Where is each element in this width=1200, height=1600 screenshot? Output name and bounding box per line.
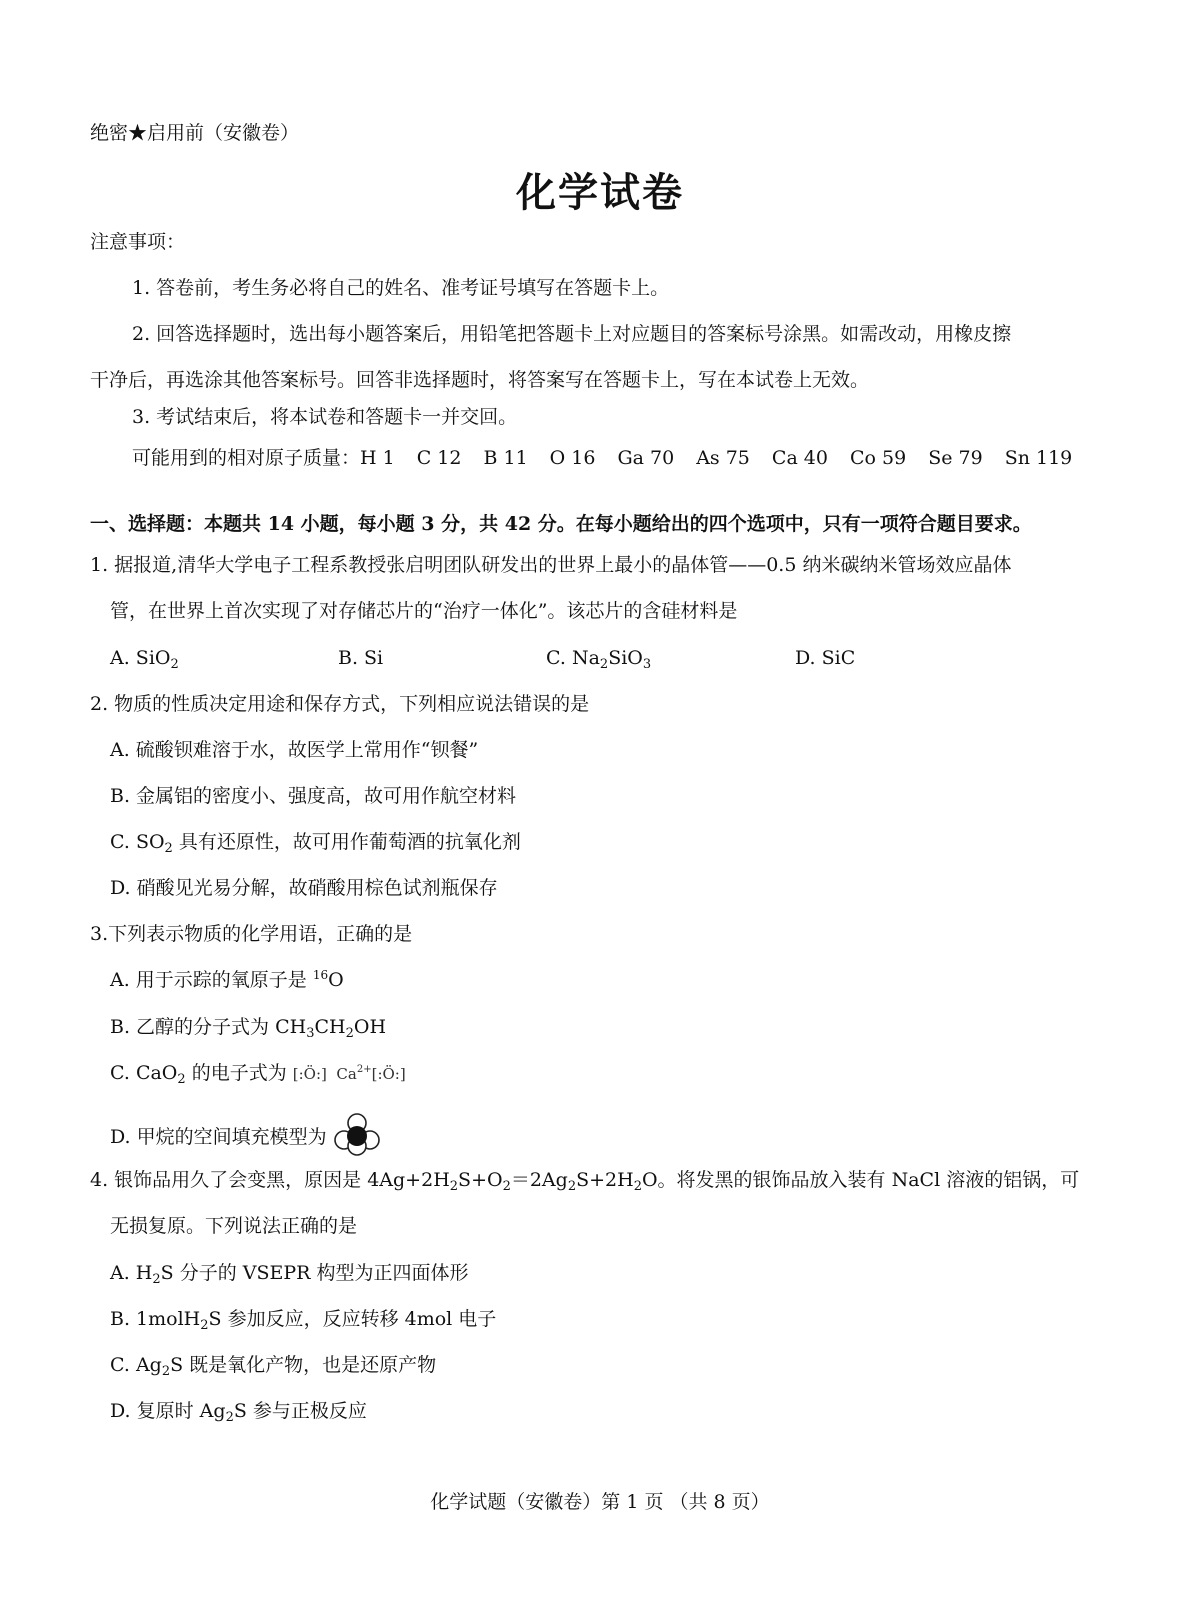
atomic-mass-item: Sn 119	[1004, 447, 1073, 469]
notice-item-1: 1. 答卷前，考生务必将自己的姓名、准考证号填写在答题卡上。	[132, 277, 670, 299]
question-3-option-d: D. 甲烷的空间填充模型为	[110, 1114, 381, 1162]
atomic-mass-item: Ga 70	[617, 447, 675, 469]
section-heading: 一、选择题：本题共 14 小题，每小题 3 分，共 42 分。在每小题给出的四个选项中，只有一项符合题目要求。	[90, 513, 1032, 535]
atomic-mass-values	[360, 447, 1094, 469]
question-3-option-c: C. CaO$_2$ 的电子式为 [:Ö:] $Ca^{2+}[:Ö:]$	[110, 1062, 406, 1087]
question-4-line-1: 4. 银饰品用久了会变黑，原因是 $4Ag+2H_2S+O_2=2Ag_2S+2H_2O$。将发黑的银饰品放入装有 NaCl 溶液的铝锅，可	[90, 1169, 1080, 1194]
atomic-mass-item: O 16	[549, 447, 596, 469]
question-2-option-b: B. 金属铝的密度小、强度高，故可用作航空材料	[110, 785, 517, 807]
question-4-option-b: B. 1molH$_2$S 参加反应，反应转移 4mol 电子	[110, 1308, 497, 1333]
page-title: 化学试卷	[516, 169, 684, 216]
atomic-mass-item: Ca 40	[771, 447, 828, 469]
notice-heading: 注意事项：	[90, 231, 186, 253]
atomic-mass-item: C 12	[416, 447, 462, 469]
question-2-option-d: D. 硝酸见光易分解，故硝酸用棕色试剂瓶保存	[110, 877, 498, 899]
question-3-option-a: A. 用于示踪的氧原子是 $^{16}$O	[110, 968, 344, 991]
atomic-mass-list	[132, 446, 1094, 470]
question-1-line-1: 1. 据报道,清华大学电子工程系教授张启明团队研发出的世界上最小的晶体管——0.5 纳米碳纳米管场效应晶体	[90, 554, 1012, 576]
question-4-option-c: C. $Ag_2S$ 既是氧化产物，也是还原产物	[110, 1354, 437, 1379]
question-4-line-2: 无损复原。下列说法正确的是	[110, 1215, 358, 1237]
question-4-option-d: D. 复原时 $Ag_2S$ 参与正极反应	[110, 1400, 367, 1425]
electron-formula: [:Ö:] $Ca^{2+}[:Ö:]$	[292, 1064, 406, 1083]
question-1-option-a: A. SiO$_2$	[110, 647, 179, 672]
question-1-option-b: B. Si	[338, 647, 384, 669]
page-footer: 化学试题（安徽卷）第 1 页 （共 8 页）	[430, 1491, 770, 1513]
atomic-mass-item: As 75	[696, 447, 750, 469]
methane-model-icon	[333, 1110, 381, 1158]
atomic-mass-label: 可能用到的相对原子质量：	[132, 447, 361, 469]
notice-item-2-line-2: 干净后，再选涂其他答案标号。回答非选择题时，将答案写在答题卡上，写在本试卷上无效。	[90, 369, 870, 391]
atomic-mass-item: Se 79	[928, 447, 983, 469]
question-2-option-a: A. 硫酸钡难溶于水，故医学上常用作“钡餐”	[110, 739, 479, 761]
question-1-option-c: C. $Na_2SiO_3$	[546, 647, 652, 672]
question-1-line-2: 管，在世界上首次实现了对存储芯片的“治疗一体化”。该芯片的含硅材料是	[110, 600, 738, 622]
notice-item-2-line-1: 2. 回答选择题时，选出每小题答案后，用铅笔把答题卡上对应题目的答案标号涂黑。如需改动，用橡皮擦	[132, 323, 1012, 345]
atomic-mass-item: Co 59	[850, 447, 907, 469]
notice-item-3: 3. 考试结束后，将本试卷和答题卡一并交回。	[132, 406, 518, 428]
question-4-option-a: A. $H_2S$ 分子的 VSEPR 构型为正四面体形	[110, 1262, 469, 1287]
atomic-mass-item: H 1	[360, 447, 395, 469]
question-3-option-b: B. 乙醇的分子式为 $CH_3CH_2OH$	[110, 1016, 387, 1041]
atomic-mass-item: B 11	[483, 447, 528, 469]
question-1-option-d: D. SiC	[795, 647, 856, 669]
confidential-label: 绝密★启用前（安徽卷）	[90, 122, 300, 144]
question-2-option-c: C. $SO_2$ 具有还原性，故可用作葡萄酒的抗氧化剂	[110, 831, 521, 856]
question-3-stem: 3.下列表示物质的化学用语，正确的是	[90, 923, 413, 945]
question-2-stem: 2. 物质的性质决定用途和保存方式，下列相应说法错误的是	[90, 693, 590, 715]
